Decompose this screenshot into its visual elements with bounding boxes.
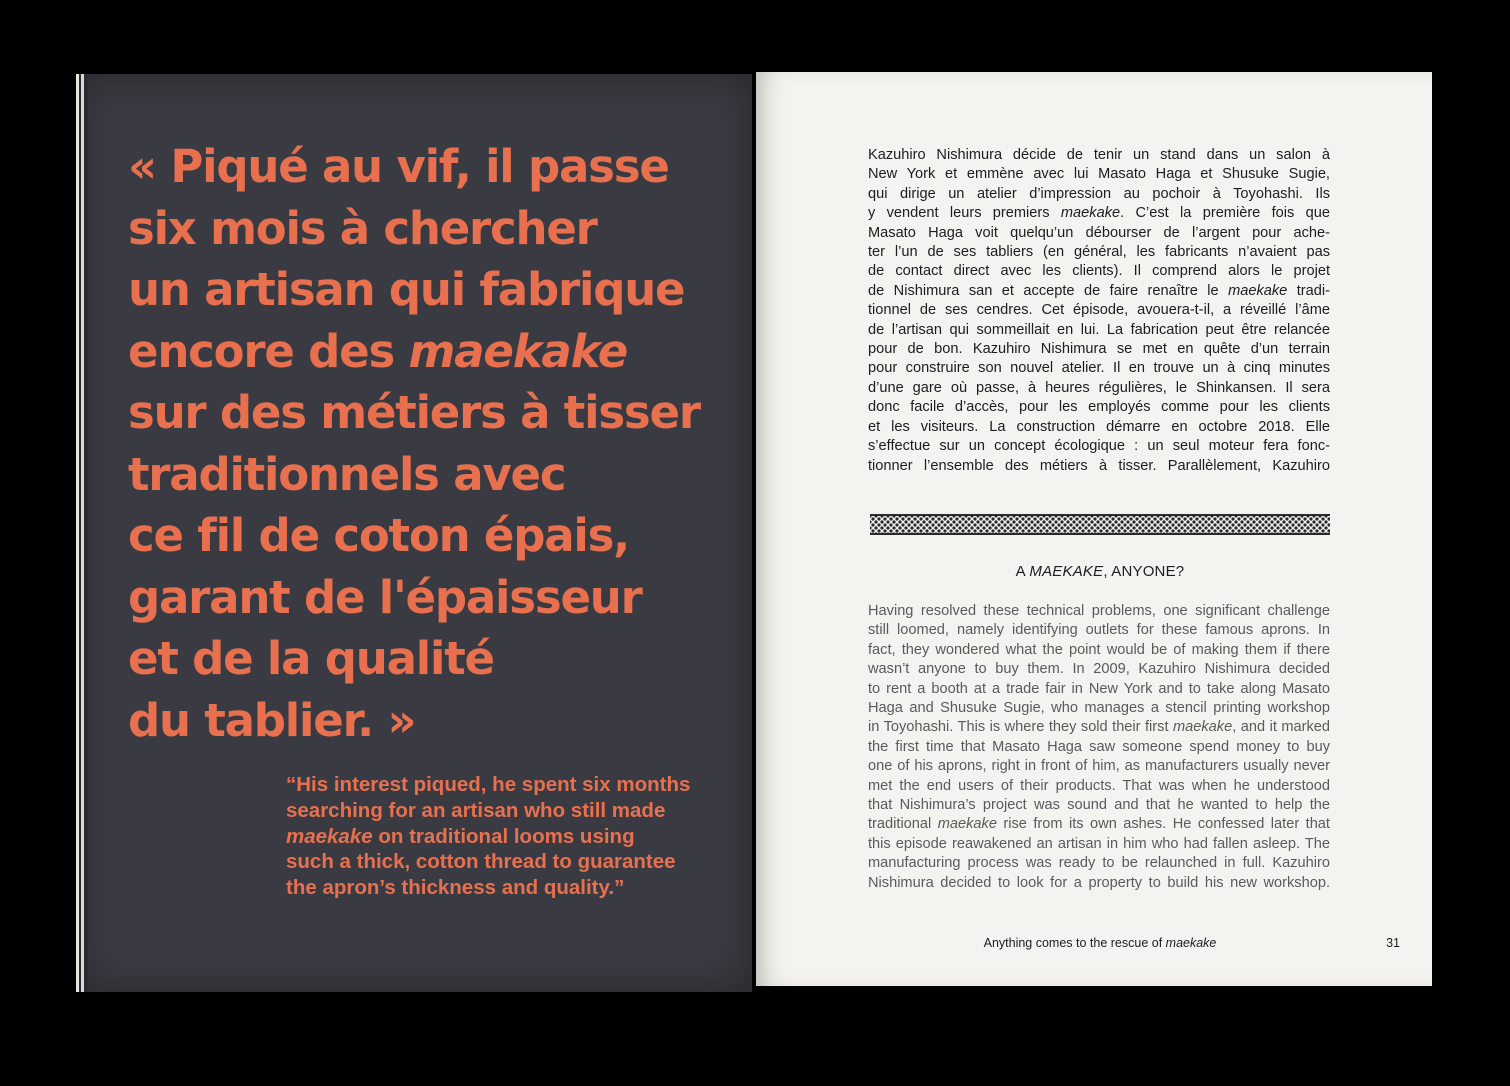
text-line: s’effectue sur un concept écologique : un seul moteur fera fonc- bbox=[868, 438, 1330, 455]
section-heading: A MAEKAKE, ANYONE? bbox=[1015, 563, 1185, 580]
text-line: fact, they wondered what the point would be of making them if there bbox=[868, 641, 1330, 658]
text-line: tionner l’ensemble des métiers à tisser. Parallèlement, Kazuhiro bbox=[868, 457, 1330, 474]
text-line: still loomed, namely identifying outlets for these famous aprons. In bbox=[868, 622, 1330, 639]
text-line: manufacturing process was ready to be relaunched in full. Kazuhiro bbox=[868, 855, 1330, 872]
text-line: the first time that Masato Haga saw someone spend money to buy bbox=[868, 738, 1330, 755]
text-line: Masato Haga voit quelqu’un débourser de l’argent pour ache- bbox=[868, 224, 1330, 241]
text-line: un artisan qui fabrique bbox=[128, 263, 685, 316]
text-line: one of his aprons, right in front of him, as manufacturers usually never bbox=[868, 758, 1330, 775]
text-line: encore des maekake bbox=[128, 324, 628, 378]
text-line: Kazuhiro Nishimura décide de tenir un stand dans un salon à bbox=[868, 147, 1330, 163]
text-line: de l’artisan qui sommeillait en lui. La fabrication peut être relancée bbox=[868, 321, 1330, 338]
text-line: du tablier. » bbox=[128, 693, 416, 747]
text-line: New York et emmène avec lui Masato Haga et Shusuke Sugie, bbox=[868, 166, 1330, 183]
text-line: pour construire son nouvel atelier. Il en trouve un à cinq minutes bbox=[868, 360, 1330, 377]
text-line: met the end users of their products. That was when he understood bbox=[868, 777, 1330, 794]
text-line: that Nishimura’s project was sound and that he wanted to help the bbox=[868, 797, 1330, 814]
text-line: pour de bon. Kazuhiro Nishimura se met en quête d’un terrain bbox=[868, 341, 1330, 358]
text-line: « Piqué au vif, il passe bbox=[128, 140, 669, 193]
page-edge bbox=[76, 74, 88, 992]
text-line: Having resolved these technical problems, one significant challenge bbox=[868, 603, 1330, 619]
text-line: the apron’s thickness and quality.” bbox=[286, 876, 625, 900]
text-line: such a thick, cotton thread to guarantee bbox=[286, 850, 676, 874]
text-line: searching for an artisan who still made bbox=[286, 798, 666, 822]
text-line: y vendent leurs premiers maekake. C’est la première fois que bbox=[868, 205, 1330, 222]
text-line: sur des métiers à tisser bbox=[128, 386, 700, 439]
text-line: Nishimura decided to look for a property to build his new workshop. bbox=[868, 874, 1330, 891]
running-footer-title: Anything comes to the rescue of maekake bbox=[983, 936, 1217, 950]
text-line: six mois à chercher bbox=[128, 201, 597, 255]
body-text-english bbox=[868, 602, 1330, 893]
text-line: de contact direct avec les clients). Il comprend alors le projet bbox=[868, 263, 1330, 280]
text-line: et de la qualité bbox=[128, 632, 494, 685]
text-line: garant de l'épaisseur bbox=[128, 570, 642, 624]
pattern-divider bbox=[870, 514, 1330, 535]
body-text-french bbox=[868, 146, 1330, 476]
text-line: qui dirige un atelier d’impression au pochoir à Toyohashi. Ils bbox=[868, 185, 1330, 202]
text-line: to rent a booth at a trade fair in New York and to take along Masato bbox=[868, 680, 1330, 697]
text-line: donc facile d’accès, pour les employés comme pour les clients bbox=[868, 399, 1330, 416]
page-number: 31 bbox=[1386, 936, 1400, 950]
text-line: d’une gare où passe, à heures régulières, le Shinkansen. Il sera bbox=[868, 379, 1330, 396]
text-line: in Toyohashi. This is where they sold their first maekake, and it marked bbox=[868, 719, 1331, 736]
text-line: traditionnels avec bbox=[128, 447, 566, 501]
text-line: traditional maekake rise from its own ashes. He confessed later that bbox=[868, 816, 1330, 833]
text-line: de Nishimura san et accepte de faire renaître le maekake tradi- bbox=[868, 282, 1330, 299]
text-line: “His interest piqued, he spent six months bbox=[286, 773, 691, 796]
text-line: et les visiteurs. La construction démarre en octobre 2018. Elle bbox=[868, 418, 1330, 435]
text-line: tionnel de ses cendres. Cet épisode, avouera-t-il, a réveillé l’âme bbox=[868, 302, 1330, 319]
text-line: maekake on traditional looms using bbox=[286, 824, 635, 848]
pull-quote-french bbox=[128, 136, 748, 751]
text-line: wasn’t anyone to buy them. In 2009, Kazuhiro Nishimura decided bbox=[868, 661, 1330, 678]
text-line: this episode reawakened an artisan in him who had fallen asleep. The bbox=[868, 835, 1330, 852]
text-line: Haga and Shusuke Sugie, who manages a stencil printing workshop bbox=[868, 700, 1330, 717]
text-line: ce fil de coton épais, bbox=[128, 509, 630, 562]
text-line: ter l’un de ses tabliers (en général, les fabricants n’avaient pas bbox=[868, 244, 1330, 261]
pull-quote-english bbox=[286, 772, 736, 901]
